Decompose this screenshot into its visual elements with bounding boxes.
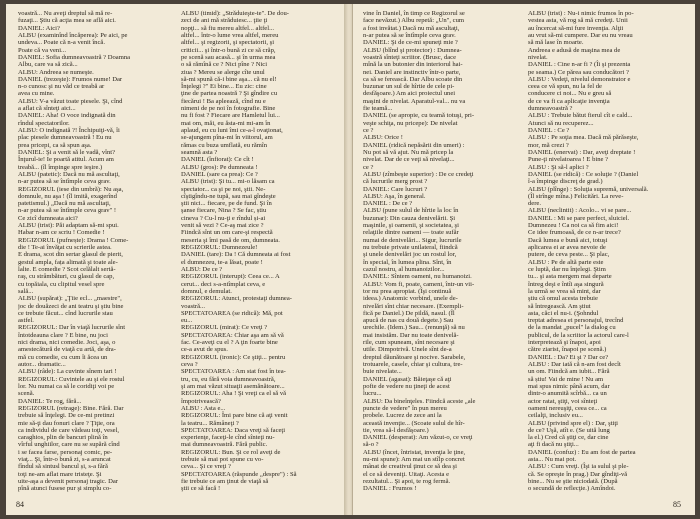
right-page-column-1 (363, 10, 520, 493)
text-line: fie teamă... (363, 105, 393, 113)
text-line: DANIEL: Aha! O voce indignată din (18, 112, 116, 120)
text-line: nu trebuie private unilateral, fiindcă (363, 244, 458, 251)
text-line: die ! Te-ai învăţat cu scrierile astea. (18, 244, 112, 251)
text-line: nici drama, nici comedie. Joci, aşa, o (18, 339, 116, 347)
text-line: meseria şi îmi pasă de om, dumneata. (181, 236, 280, 244)
text-line: utile. Dimpotrivă. Unele sînt de-a (363, 346, 452, 354)
text-line: voastră sînteţi scriitor. (Brusc, dace (363, 53, 457, 61)
text-line: ca individul de care vădeau toţi, vesel, (18, 426, 120, 434)
text-line: DANIEL (se apropie, cu teamă totuşi, pri- (363, 112, 475, 120)
text-line: astfel. (18, 317, 34, 325)
text-line: vestea asta, vă rog să mă credeţi. Unii (528, 17, 628, 25)
text-line: DANIEL (ridică nepăsării din umeri) : (363, 141, 465, 149)
text-line: buzunar un sul de hîrtie de cele pi- (363, 83, 455, 91)
text-line: ca să se ferească. Dar Albu scoate din (363, 75, 463, 83)
text-line: rămas cu buza umflată, eu rămîn (181, 141, 268, 149)
text-line: REGIZORUL: Atunci, protestaţi dumnea- (181, 295, 292, 303)
text-line: scenă. (18, 390, 35, 398)
text-line: Nu pot să vă ajut. Nu mă pricep la (363, 148, 454, 156)
text-line: relaţiile dintre oameni — toate sufăr (363, 229, 459, 237)
text-line: Înţelegi ?" Ei bine... Eu zic: cine (181, 83, 267, 91)
text-line: uite-aşa a devenit personaj tragic. Dar (18, 478, 118, 485)
text-line: DANIEL: Aici? (18, 24, 60, 32)
text-line: a aflat că sînteţi aici... (18, 105, 76, 113)
text-line: DANIEL (sare ca prea): Ce ? (181, 170, 258, 178)
text-line: ceilalţi, inclusiv eu... (528, 412, 583, 420)
text-line: SPECTATOAREA: Chiar aşa am să vă (181, 331, 284, 339)
text-line: ştii nici... fiecare, pe de fund. Şi în (181, 200, 272, 208)
text-line: n-o cunosc şi nu văd ce treabă ar (18, 83, 105, 91)
text-line: nivelări sînt chiar necesare. (Exempli- (363, 302, 464, 310)
text-line: conducere ci noi... Nu e greu să (528, 90, 612, 98)
text-line: DANIEL : Da? Ei şi ? Dar ce? (528, 353, 609, 361)
text-line: mai om, măi, eu ăsta-mi mi-am în (181, 119, 271, 127)
text-line: lalte. E comedie ? Scot celălalt sertă- (18, 265, 116, 273)
text-line: Pune-ţi nivelatoarea ! E bine ? (528, 156, 609, 164)
text-line: REGIZORUL (ironic): Ce ştiţi... pentru (181, 353, 286, 361)
text-line: nu-mi spune): Am mai un stîlp concret (363, 456, 465, 464)
text-line: avea cu mine. (18, 90, 55, 98)
text-line: nimeni de pe noi în fotografie. Bine (181, 105, 276, 113)
page-number: 84 (16, 500, 24, 509)
text-line: experienţe, faceţi-le cînd sînteţi nu- (181, 434, 275, 442)
text-line: urechile. (Idem.) Sau... (renunţă) să nu (363, 324, 465, 332)
text-line: şanse fiecare, Nina ? Se fac, știu (181, 207, 267, 215)
text-line: i se facea farse, personaj comic, pe- (18, 448, 113, 456)
text-line: dreptul dăunătoare şi nocive. Sarabele, (363, 353, 466, 361)
text-line: ALBU (privind spre el) : Dar, ştiţi (528, 419, 619, 427)
text-line: buzunar): Din cauza denivelării. Şi (363, 214, 456, 222)
text-line: caraghios, plin de bancuri plină în (18, 434, 108, 442)
text-line: au încercat să-mi fure invenţia. Alţii (528, 24, 624, 32)
text-line: SPECTATOAREA (se ridică): Mă, pot (181, 309, 283, 317)
page-number: 85 (673, 500, 681, 509)
text-line: (Îl strînge mîna.) Felicitări. La reve- (528, 192, 624, 200)
text-line: DANIEL : Mi se pare perfect, sluiciel. (528, 214, 630, 222)
text-line: ALBU (neclintit) : Acolo... vi se pare... (528, 207, 632, 215)
text-line: REGIZORUL (mirat): Ce vreţi ? (181, 324, 268, 332)
text-line: ce-a avut de spus. (181, 346, 228, 354)
text-line: REGIZORUL (pufnește): Drama ! Come- (18, 236, 129, 244)
text-line: ALBU : Cum vreţi. (Îşi ia sulul şi ple- (528, 463, 629, 471)
text-line: asta, căci el nu-i. (Şohndul (528, 309, 599, 317)
text-line: buie nivelate... (363, 368, 402, 376)
text-line: altfel... într-o lume vrea altfel, mereu (181, 31, 279, 39)
text-line: rezultatul... Şi apoi, te rog fermă. (363, 478, 451, 485)
text-line: REGIZORUL: Îmi pare bine că aţi venit (181, 412, 288, 420)
text-line: î-a împinge discreţ de grad.) (528, 178, 603, 186)
text-line: trebuie să mai pot spune cu vo- (181, 456, 264, 464)
text-line: sală... (18, 287, 34, 295)
text-line: ALBU: Aşa, în general. (363, 192, 426, 200)
right-page-column-2 (528, 10, 685, 493)
text-line: dintr-o anumită scîrbă... ca un (528, 390, 607, 398)
text-line: rile, cum spuneam, sînt necesare şi (363, 339, 455, 347)
text-line: face nevăzut.) Albu repetă: „Un", cum (363, 17, 465, 25)
text-line: pe scenă sau acasă... şi în urma mea (181, 53, 276, 61)
text-line: DANIEL: Sofia dumneavoastră ? Doamna (18, 53, 131, 61)
text-line: Dumnezeu ! Ca noi ca să fim aici! (528, 222, 619, 230)
text-line: ţine de partea noastră ? Şi gîndire cu (181, 90, 278, 98)
text-line: de ce va fi ca aplicaţie invenţia (528, 97, 610, 105)
text-line: ceva ? (181, 361, 198, 368)
text-line: raş, cu strâmbături, cu glasul de cap, (18, 273, 115, 281)
text-line: criticii... şi într-o bună zi ce să crăp, (181, 46, 276, 54)
right-page (352, 4, 695, 515)
text-line: cîştigîndu-ne tupă, sau mai gîndeşte (181, 192, 276, 200)
text-line: ALBU (supărat): „Ţiie ecl... „maestre", (18, 295, 122, 303)
text-line: că lucrurile merg prost ? (363, 178, 428, 186)
text-line: REGIZORUL: Dumnezeule! (181, 244, 258, 251)
text-line: toţi ne-am aflat mare tristeţe. Şi (18, 470, 102, 478)
text-line: o secundă de reflecţie.) Amîndoi. (528, 485, 616, 493)
text-line: E drama, scot din sertar glasul de pierit, (18, 251, 123, 259)
text-line: trotuarele, casele, chiar şi cultura, tre- (363, 361, 463, 368)
text-line: maşinile, şi oamenii, şi societatea, şi (363, 222, 459, 230)
text-line: lucru... (363, 390, 382, 398)
text-line: zeci de ani mă străduiesc... ţiie ţi (181, 17, 268, 25)
text-line: nivelat. Dar de ce veţi să nivelaţi... (363, 156, 455, 164)
text-line: Albu, care va să zică... (18, 61, 78, 69)
text-line: treptat adresea ei personajul, trecînd (528, 317, 624, 325)
text-line: ALBU: V-a văzut toate piesele. Şi, cînd (18, 97, 123, 105)
text-line: joc de douăzeci de ani teatru şi ştiu bine (18, 302, 124, 310)
text-line: REGIZORUL (iese din umbră): Nu aşa, (18, 185, 124, 193)
text-line: întreg deşi e întîi aşa singură (528, 280, 604, 288)
text-line: Andreea e adusă de maşina mea de (528, 46, 621, 54)
text-line: DANIEL (confuz) : Eu am fost de partea (528, 448, 636, 456)
text-line: trebuie să înţelegi. De ce-mi pretinzi (18, 412, 115, 420)
text-line: mai dumneavoastră. Fără public. (181, 441, 268, 449)
text-line: undeva... Poate că n-a venit încă. (18, 39, 105, 47)
text-line: DANIEL (trezeşte): Frumos nume! Dar (18, 75, 123, 83)
text-line: ALBU (timid): „Străduieşte-te". De dou- (181, 10, 289, 17)
text-line: DANIEL : Cine n-ar fi ? (Îi şi prezenta (528, 61, 631, 69)
text-line: pofte de vedere nu ţineţi de acest (363, 382, 450, 390)
left-page (6, 4, 347, 515)
text-line: ceva... Şi ce vreţi ? (181, 463, 231, 471)
text-line: apucă de nas cu două degete.) Sau (363, 317, 454, 325)
text-line: Atunci să nu recuperez... (528, 119, 594, 127)
text-line: ALBU : Pe soţia mea. Dacă mă părăseşte, (528, 134, 639, 142)
text-line: Ce zicî dumneata aici? (18, 214, 78, 222)
text-line: şi unele denivelări joc un rostul lor, (363, 251, 457, 259)
text-line: fie trebuie ce am ţinut de viaţă să (181, 478, 269, 485)
text-line: vîrful unghiilor, care nu se supără cînd (18, 441, 120, 449)
text-line: DANIEL: Sîntem oameni, nu humanoizi. (363, 273, 472, 281)
text-line: n-ar putea să se întîmple ceva grav" ! (18, 207, 117, 215)
text-line: cu topăiala, cu clipitul vesel spre (18, 280, 105, 288)
text-line: să mă lase în moarte. (528, 39, 584, 47)
text-line: ALBU (patetic): Dacă nu mă ascultaţi, (18, 170, 120, 178)
text-line: ALBU (râde): La cuvinte sînem tari ! (18, 368, 117, 376)
text-line: interpretează şi înapoi, apoi (528, 339, 601, 347)
text-line: se-ajungem pîna-mi în viitorul, am (181, 134, 273, 142)
text-line: veşte schiţa, nu pricepe): De nivelat (363, 119, 458, 127)
text-line: fac. Ce-aveţi cu el ? A ţin foarte bine (181, 339, 278, 347)
text-line: nu fi fost ? Fiecare are Hamletul lui... (181, 112, 280, 120)
text-line: să-mi spună că-i bine aşa... că nu el! (181, 75, 277, 83)
text-line: cazul nostru, al humanoizilor... (363, 265, 445, 273)
text-line: fică pe Daniel.) De pildă, nasul. (Îl (363, 309, 455, 317)
text-line: lor. Nu numai ca să le coridiţi voi pe (18, 382, 115, 390)
text-line: mînă la un butonier din interiorul hai- (363, 61, 463, 69)
text-line: DANIEL : Ce ? (528, 127, 570, 134)
text-line: mai insistăm. Dar nu toate denivelă- (363, 331, 459, 339)
text-line: ALBU: Da bineînţeles. Fiindcă aceste „ale (363, 397, 476, 405)
text-line: la teatru... Rămâneţi ? (181, 419, 239, 427)
text-line: el ce să deveniţi. Uitaţi. Acesta e (363, 470, 450, 478)
text-line: mai spus nimic până acum, dar (528, 382, 610, 390)
text-line: SPECTATOAREA: Daca vreţi să faceţi (181, 426, 286, 434)
text-line: desfăşoare.) Am aici proiectul unei (363, 90, 456, 98)
text-line: tu... şi asta mergem mai departe (528, 273, 612, 281)
text-line: eu... (181, 317, 193, 325)
text-line: în special, în lumea plina. Sînt, în (363, 258, 452, 266)
text-line: mor, mă crezi ? (528, 141, 569, 149)
text-line: spectator... ca şi pe noi, ştii. Ne- (181, 185, 266, 193)
text-line: această invenţie... (Scoate sulul de hîr- (363, 419, 465, 427)
text-line: ALBU (zîmbeşte superior) : De ce credeţi (363, 170, 474, 178)
text-line: Înţurul-ie! Ie poartă atitul. Acum am (18, 156, 114, 164)
text-line: domnule, nu aşa ! (îl imită, exagerînd (18, 192, 117, 200)
text-line: nei. Daniel are instinctiv într-o parte, (363, 68, 461, 76)
text-line: o să rămînă ce ? Nici pîne ? Nici (181, 61, 268, 69)
text-line: REGIZORUL: Cuvintele au şi ele rostul (18, 375, 125, 383)
text-line: REGIZORUL: Dar în viaţă lucrurile sînt (18, 324, 126, 332)
text-line: prea pricepi, ca să spun aşa. (18, 141, 92, 149)
text-line: venit să vezi ? Ce-aş mai zice ? (181, 222, 264, 230)
text-line: ce trebuie făcut... cînd lucrurile stau (18, 309, 113, 317)
text-line: ALBU: Andreea se numeşte. (18, 68, 94, 76)
text-line: aplicarea ei ar avea nevoie de (528, 244, 606, 251)
text-line: domnul, e demulat. (181, 287, 232, 295)
text-line: dere. (528, 200, 541, 208)
text-line: că. Se opreşte în prag.) Dar gîndiţi-vă (528, 470, 628, 478)
text-line: REGIZORUL (interupt): Ceea ce... A (181, 273, 280, 281)
text-line: mă cu comedie, cu cum îi ăcea un (18, 353, 108, 361)
text-line: ceea ce vă spun, nu la fel de (528, 83, 602, 91)
text-line: DANIEL : Frumos ! (363, 485, 417, 493)
text-line: actor ratat, ştiţi, voi sînteţi (528, 397, 598, 405)
text-line: viaţ... Şi, într-o bună zi, s-a aruncat (18, 456, 111, 464)
text-line: ALBU (gros): Pe dumneata ! (181, 163, 258, 171)
text-line: ALBU (trist) : Nu-i nimic frumos în po- (528, 10, 634, 17)
text-line: SPECTATOAREA (răspunde „despre") : Să (181, 470, 297, 478)
text-line: patetismul.) „Dacă nu mă ascultaţi, (18, 200, 111, 208)
text-line: pînă atunci fusese pur şi simplu co- (18, 485, 112, 493)
text-line: ce ? (363, 127, 374, 134)
text-line: ALBU (examinînd încăperea): Pe aici, pe (18, 31, 128, 39)
text-line: maşini de nivelat. Aparatul-val... nu va (363, 97, 466, 105)
text-line: a fost invătat.) Dacă nu mă ascultaţi, (363, 24, 460, 32)
text-line: rîndul spectatorilor. (18, 119, 70, 127)
text-line: la urmă se vrea să mint, dar (528, 287, 601, 295)
text-line: DANIEL (desperat): Am văzut-o, ce vreţi (363, 434, 473, 442)
text-line: la el.) Cred că ştiţi ce, dar cine (528, 434, 609, 442)
text-line: REGIZORUL: Aha ! Şi vreţi ca el să vă (181, 390, 287, 398)
text-line: ALBU (pune sulul de hîrtie la loc în (363, 207, 459, 215)
text-line: DANIEL (agasat): Băieţaşe că aţi (363, 375, 452, 383)
text-line: să știu! Vai de mine ! Nu am (528, 375, 604, 383)
text-line: altfel... şi regizorii, şi spectatorii, şi (181, 39, 275, 47)
text-line: cineva ? Cu-l nu-ţi e rîndul și-ai (181, 214, 266, 222)
text-line: DANIEL: Şi a venit să le vadă, vînt? (18, 148, 116, 156)
text-line: ALBU : Şi să-l aplici ? (528, 163, 589, 171)
text-line: DANIEL (se ridică) : Ce soluţie ? (Daniel (528, 170, 639, 178)
text-line: ziua ? Mereu se alerge cîte unul (181, 68, 265, 76)
text-line: DANIEL (înfiorat): Ce cît ! (181, 156, 254, 164)
text-line: voastră... (181, 302, 205, 310)
text-line: ALBU (trist): Şi tu... mi-o lăsam ca (181, 178, 275, 186)
text-line: puncte de vedere" în pun mereu (363, 404, 447, 412)
text-line: aţi fi dacă nu ştiţi... (528, 441, 579, 449)
text-line: plac piesele dumneavoastră ! Eu nu (18, 134, 112, 142)
text-line: ALBU : Trebuie bătut fierul cît e cald... (528, 112, 633, 120)
text-line: şi am mai văzut situaţii asemănătoare... (181, 382, 285, 390)
text-line: treabă... (îl împinge spre ieşire.) (18, 163, 103, 171)
text-line: ALBU (plînge) : Soluţia supremă, universală. (528, 185, 649, 193)
text-line: ALBU: De ce ? (181, 265, 223, 273)
text-line: ALBU: Vom fi, poate, cameni, într-un vii- (363, 280, 475, 288)
text-line: întotdeauna clare ? E bine, nu joci (18, 331, 108, 339)
text-line: Ce idee frumoasă, de ce n-ar trece? (528, 229, 621, 237)
text-line: ALBU (blînd şi protector) : Dumnea- (363, 46, 462, 54)
text-line: ALBU: O indignată ?! Închipuiţi-vă, îi (18, 127, 120, 134)
text-line: n-ar putea să se întîmple ceva grav. (363, 31, 456, 39)
text-line: ALBU : Asta e... (181, 404, 226, 412)
text-line: REGIZORUL: Bun. Şi ce rol aveţi de (181, 448, 281, 456)
text-line: voastră... Nu aveţi dreptul să mă re- (18, 10, 113, 17)
text-line: dumneavoastră ? (528, 105, 573, 113)
text-line: DANIEL (tare): Da ! Că dumneata ai fost (181, 251, 291, 259)
text-line: DANIEL: Care lucruri ? (363, 185, 428, 193)
text-line: REGIZORUL (retrage): Bine. Fără. Dar (18, 404, 124, 412)
text-line: Habar n-am ce scriu ! Comedie ! (18, 229, 105, 237)
text-line: tru, cu, eu fără voia dumneavoastră, (181, 375, 276, 383)
text-line: ce luptă, dar nu înţelegi. Ştim (528, 265, 606, 273)
text-line: putere, de ceva peste... Şi plac, (528, 251, 610, 259)
text-line: DANIEL: Te rog, fără... (18, 397, 82, 405)
text-line: mânat de creativul ţinut ce să dea şi (363, 463, 457, 471)
text-line: SPECTATOAREA : Am stat fost în tea- (181, 368, 286, 376)
text-line: către ziarist, înapoi pe scenă.) (528, 346, 607, 354)
text-line: tor nu prea apropiat. (Îşi continuă (363, 287, 452, 295)
text-line: nopţi... să fiu mereu altfel... altfel... (181, 24, 275, 32)
text-line: un om. Fiindcă am iubit... Fără (528, 368, 610, 376)
text-line: au vrut să-mi cumpere. Dar eu nu vreau (528, 31, 633, 39)
text-line: cerut... deci s-a-ntîmplat ceva, e (181, 280, 266, 288)
text-line: fuzaţi... Ştiu că acţia mea se află aici. (18, 17, 116, 25)
text-line: gestul ampla, fața alimată şi toate ale- (18, 258, 118, 266)
text-line: ce ? (363, 163, 374, 171)
text-line: asta... Nu mai pot. (528, 456, 577, 464)
text-line: pe seama.) Ce părea sau conducători ? (528, 68, 629, 76)
text-line: amestecătură de viaţă cu artă, de dra- (18, 346, 116, 354)
text-line: mie să-ţi dau fonuri clare ? Ţiţie, ora (18, 419, 115, 427)
text-line: ALBU : Vedeţi, nivelul demonstrator e (528, 75, 631, 83)
text-line: ALBU (trist): Păi adaptam să-mi spui. (18, 222, 119, 230)
text-line: aplaud, eu cu luni îmi ce-a-l ovaţionat, (181, 127, 283, 134)
text-line: să-o ? (363, 441, 379, 449)
text-line: autor... dramatic... (18, 361, 66, 368)
text-line: bine... Nu se ştie niciodată. (După (528, 478, 618, 485)
left-page-column-1 (18, 10, 173, 493)
text-line: Poate că va veni... (18, 46, 66, 54)
text-line: să întregească. Am ştiut (528, 302, 591, 310)
text-line: seamnă asta ? (181, 148, 218, 156)
left-page-column-2 (181, 10, 336, 493)
text-line: tie, vrea să-l desfăşoare.) (363, 426, 429, 434)
text-line: ALBU : Dar iată că n-am fost decît (528, 361, 621, 368)
text-line: împotrivească? (181, 397, 221, 405)
text-line: ALBU (încet, întristat, invenţia le ţine, (363, 448, 466, 456)
text-line: vine în Daniel, în timp ce Regizorul se (363, 10, 465, 17)
text-line: DANIEL: Şi de ce-mi spuneţi mie ? (363, 39, 458, 47)
text-line: de ce? Uşă, atît e. (Se uită lung (528, 426, 610, 434)
text-line: el dumnezeu, te-a lăsat, poate ! (181, 258, 263, 266)
text-line: DANIEL (enervat) : Dar, aveţi dreptate ! (528, 148, 636, 156)
text-line: ştiu că omul acesta trebuie (528, 295, 598, 303)
text-line: nivelat. (528, 53, 548, 61)
text-line: n-ar putea să se întîmple ceva grav. (18, 178, 111, 186)
text-line: oameni nereuşiţi, ceea ce... ca (528, 404, 607, 412)
text-line: publicul, de la scriitor la actorul care-l (528, 331, 629, 339)
text-line: ALBU : Pe de altă parte este (528, 258, 604, 266)
text-line: Dacă lumea e bună aici, totuşi (528, 236, 608, 244)
text-line: ideea.) Anatomic vorbind, unele de- (363, 295, 458, 303)
text-line: Fiindcă sînt un om care-şi respectă (181, 229, 273, 237)
text-line: DANIEL : De ce ? (363, 200, 413, 208)
text-line: fiecărui ! Ba apleează, cînd nu e (181, 97, 266, 105)
text-line: fîndul să sintusl bancul și, s-a fără (18, 463, 108, 471)
text-line: ştii ce să facă ! (181, 485, 221, 493)
text-line: de la mandat „pucel" la dialog cu (528, 324, 616, 332)
text-line: ALBU: Orice ! (363, 134, 403, 142)
text-line: probele. Lucrez de zece ani la (363, 412, 442, 420)
text-line: numai de denivelări... Sigur, lucrurile (363, 236, 462, 244)
